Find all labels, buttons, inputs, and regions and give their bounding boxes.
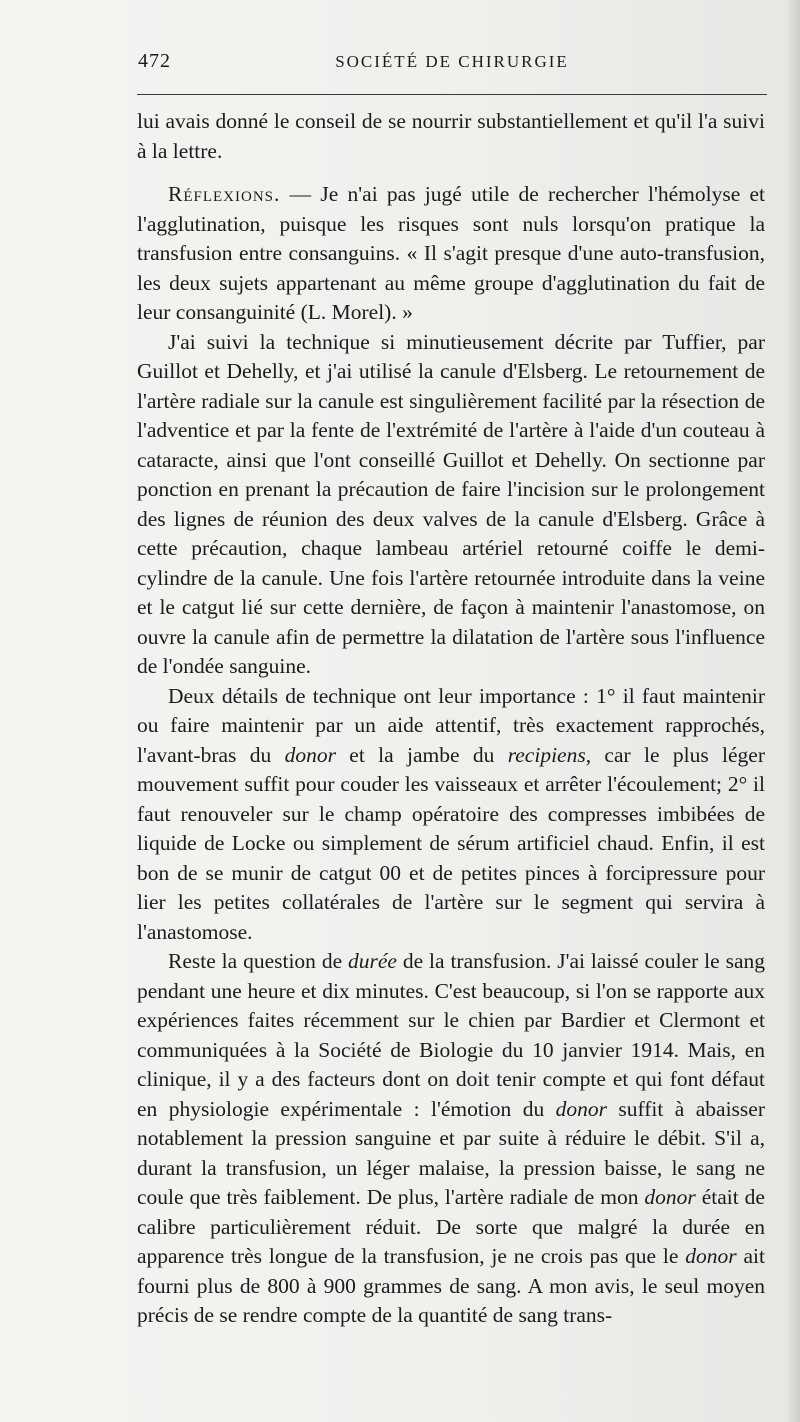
paragraph-4-text-b: et la jambe du — [335, 742, 508, 767]
page-edge-shadow — [786, 0, 800, 1422]
page-number: 472 — [138, 50, 171, 72]
paragraph-5-text-e: ait fourni plus de 800 à 900 grammes de sang. A mon avis, le seul moyen précis de se rendre compte de la quantité de sang trans- — [137, 1244, 765, 1327]
italic-term: donor — [555, 1096, 607, 1121]
page-header — [138, 50, 766, 80]
reflexions-heading: Réflexions. — [168, 182, 281, 206]
italic-term: recipiens — [507, 742, 586, 767]
paragraph-5-text-a: Reste la question de — [168, 949, 348, 973]
paragraph-5-text-d: était de calibre particulièrement réduit. De sorte que malgré la durée en apparence très longue de la transfusion, je ne crois pas que le — [137, 1185, 765, 1268]
paragraph-5-text-b: de la transfusion. J'ai laissé couler le sang pendant une heure et dix minutes. C'est beaucoup, si l'on se rapporte aux expériences faites récemment sur le chien par Bardier et Clermont et communiquées à la Société de Biologie du 10 janvier 1914. Mais, en clinique, il y a des facteurs dont on doit tenir compte et qui font défaut en physiologie expérimentale : l'émotion du — [137, 949, 765, 1121]
header-rule — [137, 94, 767, 95]
italic-term: donor — [284, 742, 336, 767]
paragraph-2 — [137, 180, 765, 328]
paragraph-4-text-c: , car le plus léger mouvement suffit pour couder les vaisseaux et arrêter l'écoulement; 2° il faut renouveler sur le champ opératoire des compresses imbibées de liquide de Locke ou simplement de sérum artificiel chaud. Enfin, il est bon de se munir de catgut 00 et de petites pinces à forcipressure pour lier les petites collatérales de l'artère sur le segment qui servira à l'anastomose. — [137, 742, 765, 944]
running-head: SOCIÉTÉ DE CHIRURGIE — [335, 52, 569, 71]
paragraph-5 — [137, 947, 765, 1331]
paragraph-2-text: — Je n'ai pas jugé utile de rechercher l'hémolyse et l'agglutination, puisque les risques sont nuls lorsqu'on pratique la transfusion entre consanguins. « Il s'agit presque d'une auto-transfusion, les deux sujets appartenant au même groupe d'agglutination du fait de leur consanguinité (L. Morel). » — [137, 182, 765, 324]
paragraph-5-text-c: suffit à abaisser notablement la pression sanguine et par suite à réduire le débit. S'il a, durant la transfusion, un léger malaise, la pression baisse, le sang ne coule que très faiblement. De plus, l'artère radiale de mon — [137, 1096, 765, 1209]
italic-term: donor — [685, 1244, 737, 1268]
italic-term: durée — [348, 949, 397, 973]
paragraph-4 — [137, 682, 765, 948]
paragraph-4-text-a: Deux détails de technique ont leur importance : 1° il faut maintenir ou faire maintenir par un aide attentif, très exactement rapprochés, l'avant-bras du — [137, 683, 765, 767]
body-text — [137, 107, 765, 1331]
paragraph-3: J'ai suivi la technique si minutieusement décrite par Tuffier, par Guillot et Dehelly, et j'ai utilisé la canule d'Elsberg. Le retournement de l'artère radiale sur la canule est singulièrement facilité par la résection de l'adventice et par la fente de l'extrémité de l'artère à l'aide d'un couteau à cataracte, ainsi que l'ont conseillé Guillot et Dehelly. On sectionne par ponction en prenant la précaution de faire l'incision sur le prolongement des lignes de réunion des deux valves de la canule d'Elsberg. Grâce à cette précaution, chaque lambeau artériel retourné coiffe le demi-cylindre de la canule. Une fois l'artère retournée introduite dans la veine et le catgut lié sur cette dernière, de façon à maintenir l'anastomose, on ouvre la canule afin de permettre la dilatation de l'artère sous l'influence de l'ondée sanguine. — [137, 329, 765, 678]
paragraph-1: lui avais donné le conseil de se nourrir substantiellement et qu'il l'a suivi à la lettre. — [137, 109, 765, 163]
italic-term: donor — [644, 1185, 696, 1209]
